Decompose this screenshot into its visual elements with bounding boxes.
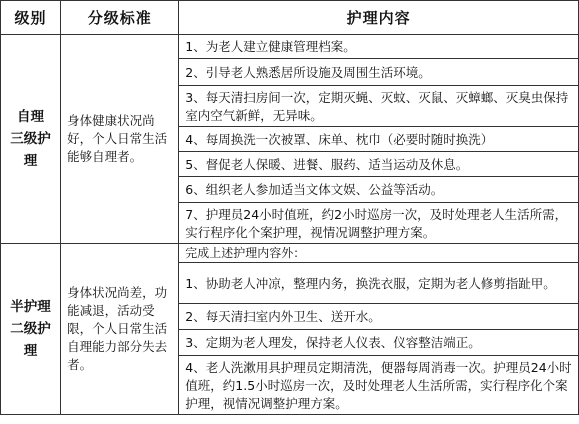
level-line: 理	[23, 153, 38, 169]
care-item: 6、组织老人参加适当文体文娱、公益等活动。	[179, 177, 579, 203]
care-item: 1、为老人建立健康管理档案。	[179, 35, 579, 59]
header-content: 护理内容	[179, 1, 579, 35]
level-line: 自理	[17, 109, 45, 125]
level-cell	[1, 35, 61, 244]
care-item: 2、引导老人熟悉居所设施及周围生活环境。	[179, 59, 579, 86]
care-item: 3、每天清扫房间一次，定期灭蝇、灭蚊、灭鼠、灭蟑螂、灭臭虫保持室内空气新鲜，无异味。	[179, 86, 579, 127]
header-standard: 分级标准	[61, 1, 179, 35]
care-item: 1、协助老人冲凉，整理内务，换洗衣服，定期为老人修剪指趾甲。	[179, 263, 579, 304]
level-line: 二级护	[10, 321, 51, 337]
care-item: 4、老人洗漱用具护理员定期清洗，便器每周消毒一次。护理员24小时值班，约1.5小时巡房一次，及时处理老人生活所需，实行程序化个案护理，视情况调整护理方案。	[179, 356, 579, 415]
care-item: 2、每天清扫室内外卫生、送开水。	[179, 304, 579, 330]
level-line: 三级护	[10, 131, 51, 147]
level-line: 半护理	[10, 299, 51, 315]
level-line: 理	[23, 343, 38, 359]
care-item: 5、督促老人保暖、进餐、服药、适当运动及休息。	[179, 152, 579, 177]
standard-cell: 身体状况尚差，功能减退，活动受限，个人日常生活自理能力部分失去者。	[61, 244, 179, 415]
header-level: 级别	[1, 1, 61, 35]
care-item: 3、定期为老人理发，保持老人仪表、仪容整洁端正。	[179, 330, 579, 356]
care-item: 4、每周换洗一次被罩、床单、枕巾（必要时随时换洗）	[179, 127, 579, 152]
care-item: 7、护理员24小时值班，约2小时巡房一次，及时处理老人生活所需，实行程序化个案护理，视情况调整护理方案。	[179, 203, 579, 244]
standard-cell: 身体健康状况尚好，个人日常生活能够自理者。	[61, 35, 179, 244]
care-intro: 完成上述护理内容外：	[179, 244, 579, 263]
table-row	[1, 244, 579, 263]
table-row	[1, 35, 579, 59]
level-cell	[1, 244, 61, 415]
table-header-row	[1, 1, 579, 35]
